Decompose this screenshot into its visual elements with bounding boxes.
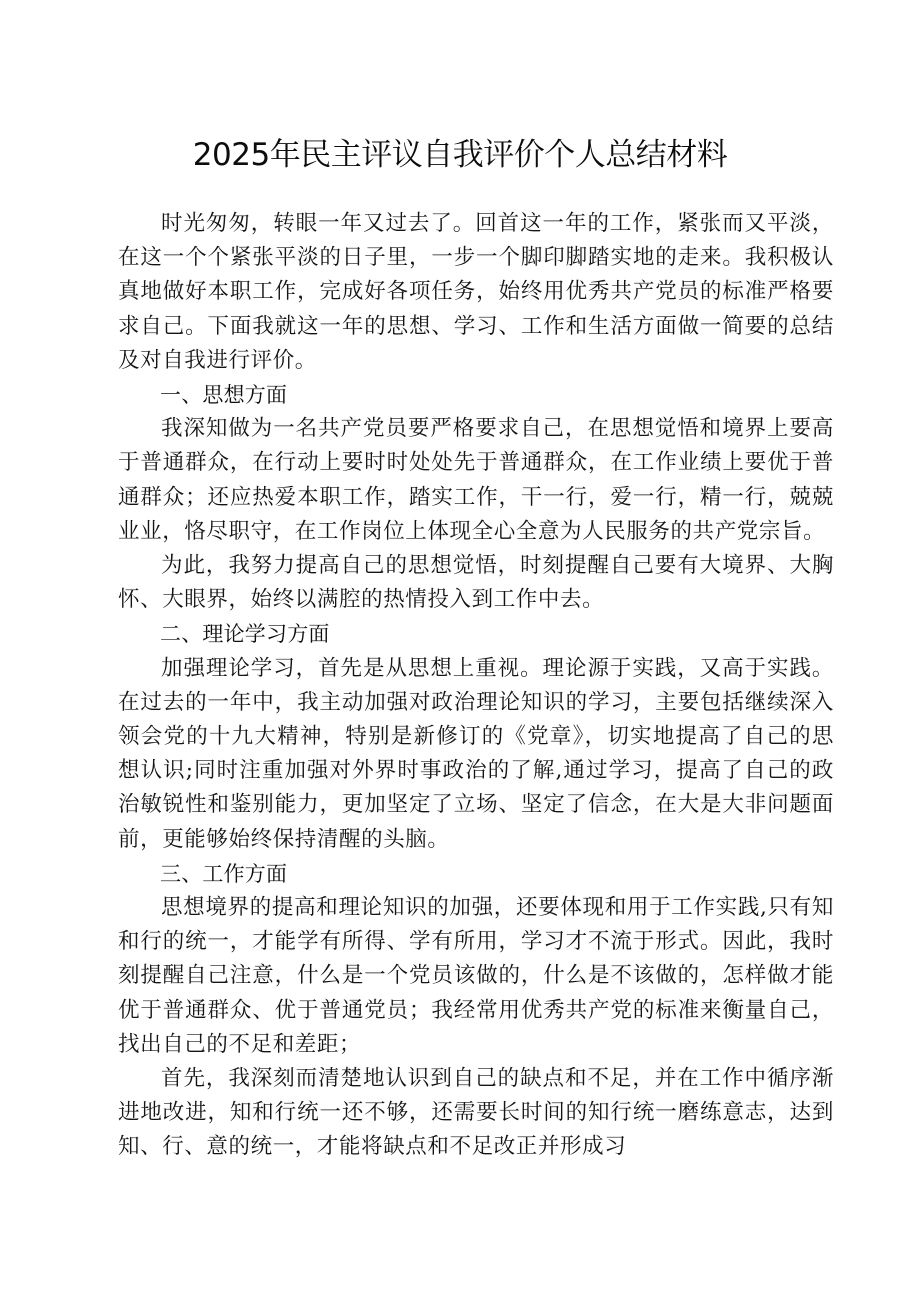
paragraph-work-2: 首先，我深刻而清楚地认识到自己的缺点和不足，并在工作中循序渐进地改进，知和行统一还不够，还需要长时间的知行统一磨练意志，达到知、行、意的统一，才能将缺点和不足改正并形成习 [118,1066,834,1160]
paragraph-intro: 时光匆匆，转眼一年又过去了。回首这一年的工作，紧张而又平淡，在这一个个紧张平淡的日子里，一步一个脚印脚踏实地的走来。我积极认真地做好本职工作，完成好各项任务，始终用优秀共产党员的标准严格要求自己。下面我就这一年的思想、学习、工作和生活方面做一简要的总结及对自我进行评价。 [118,211,834,373]
section-heading-work: 三、工作方面 [160,861,288,886]
paragraph-work-1: 思想境界的提高和理论知识的加强，还要体现和用于工作实践,只有知和行的统一，才能学有所得、学有所用，学习才不流于形式。因此，我时刻提醒自己注意，什么是一个党员该做的，什么是不该做的，怎样做才能优于普通群众、优于普通党员；我经常用优秀共产党的标准来衡量自己，找出自己的不足和差距； [118,895,834,1057]
document-body [118,207,834,1165]
paragraph-thought-1: 我深知做为一名共产党员要严格要求自己，在思想觉悟和境界上要高于普通群众，在行动上要时时处处先于普通群众，在工作业绩上要优于普通群众；还应热爱本职工作，踏实工作，干一行，爱一行，精一行，兢兢业业，恪尽职守，在工作岗位上体现全心全意为人民服务的共产党宗旨。 [118,416,834,544]
paragraph-thought-2: 为此，我努力提高自己的思想觉悟，时刻提醒自己要有大境界、大胸怀、大眼界，始终以满腔的热情投入到工作中去。 [118,553,834,613]
paragraph-theory: 加强理论学习，首先是从思想上重视。理论源于实践，又高于实践。在过去的一年中，我主动加强对政治理论知识的学习，主要包括继续深入领会党的十九大精神，特别是新修订的《党章》，切实地提高了自己的思想认识;同时注重加强对外界时事政治的了解,通过学习，提高了自己的政治敏锐性和鉴别能力，更加坚定了立场、坚定了信念，在大是大非问题面前，更能够始终保持清醒的头脑。 [118,655,834,852]
section-heading-thought: 一、思想方面 [160,383,288,408]
section-heading-theory: 二、理论学习方面 [160,622,330,647]
document-title: 2025年民主评议自我评价个人总结材料 [192,137,728,173]
